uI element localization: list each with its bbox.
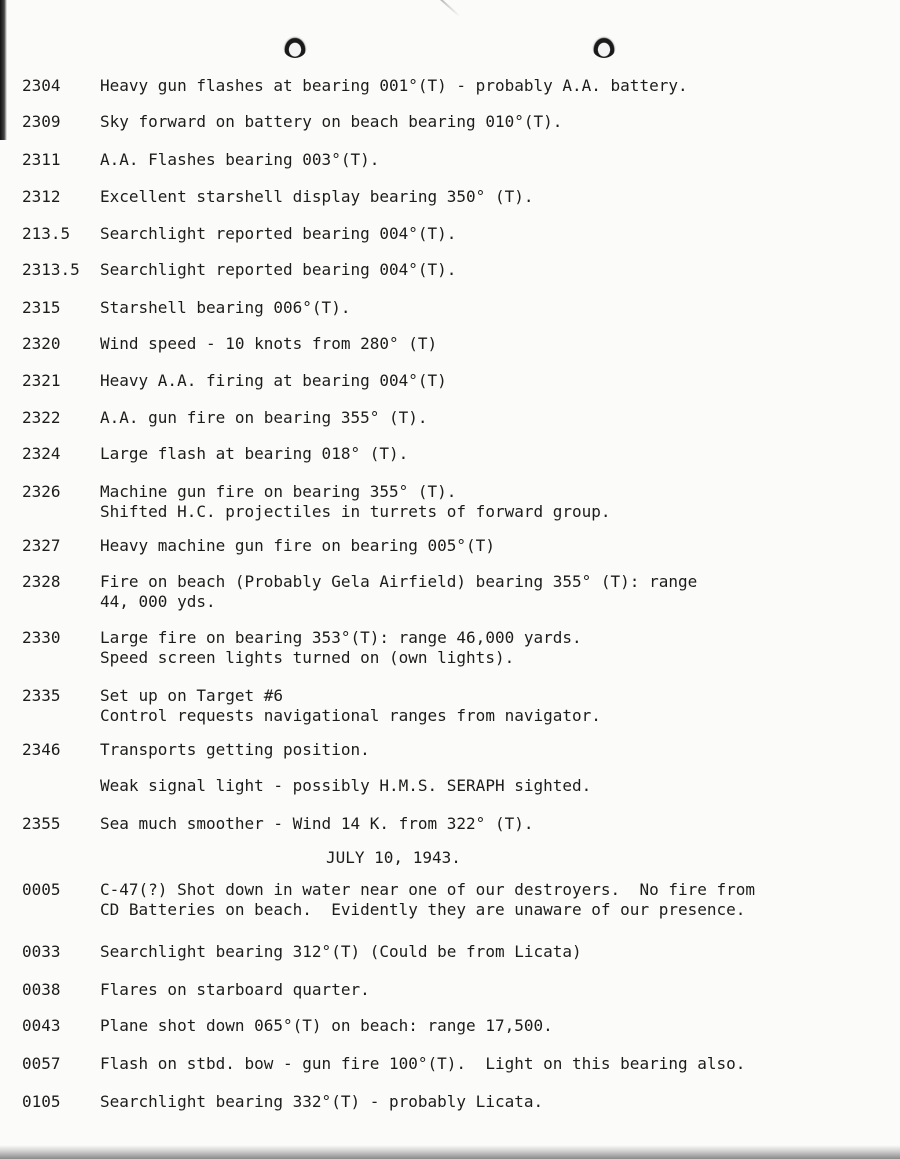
entry-text: Large flash at bearing 018° (T). bbox=[100, 444, 409, 463]
entry-text: Machine gun fire on bearing 355° (T). Shifted H.C. projectiles in turrets of forward group. bbox=[100, 482, 611, 521]
punch-hole-left-icon bbox=[283, 36, 307, 58]
date-heading: JULY 10, 1943. bbox=[326, 848, 461, 867]
entry-time: 0043 bbox=[22, 1016, 61, 1035]
entry-text: Searchlight bearing 332°(T) - probably Licata. bbox=[100, 1092, 544, 1111]
entry-time: 2312 bbox=[22, 187, 61, 206]
entry-text: Sky forward on battery on beach bearing 010°(T). bbox=[100, 112, 563, 131]
entry-text: Sea much smoother - Wind 14 K. from 322° (T). bbox=[100, 814, 534, 833]
entry-time: 2321 bbox=[22, 371, 61, 390]
punch-hole-right-icon bbox=[592, 36, 616, 58]
entry-text: Excellent starshell display bearing 350° (T). bbox=[100, 187, 534, 206]
entry-text: Wind speed - 10 knots from 280° (T) bbox=[100, 334, 438, 353]
entry-time: 2309 bbox=[22, 112, 61, 131]
entry-time: 2328 bbox=[22, 572, 61, 591]
entry-text: Transports getting position. bbox=[100, 740, 370, 759]
entry-text: Heavy gun flashes at bearing 001°(T) - probably A.A. battery. bbox=[100, 76, 688, 95]
entry-text: Searchlight bearing 312°(T) (Could be from Licata) bbox=[100, 942, 582, 961]
entry-time: 2311 bbox=[22, 150, 61, 169]
entry-text: A.A. Flashes bearing 003°(T). bbox=[100, 150, 380, 169]
entry-time: 2335 bbox=[22, 686, 61, 705]
entry-time: 0033 bbox=[22, 942, 61, 961]
entry-time: 2355 bbox=[22, 814, 61, 833]
scan-edge-left bbox=[0, 0, 7, 140]
entry-time: 0057 bbox=[22, 1054, 61, 1073]
entry-time: 2313.5 bbox=[22, 260, 80, 279]
entry-text: Set up on Target #6 Control requests navigational ranges from navigator. bbox=[100, 686, 601, 725]
entry-time: 2304 bbox=[22, 76, 61, 95]
entry-time: 213.5 bbox=[22, 224, 71, 243]
entry-time: 2322 bbox=[22, 408, 61, 427]
entry-time: 0038 bbox=[22, 980, 61, 999]
entry-time: 2330 bbox=[22, 628, 61, 647]
entry-text: Weak signal light - possibly H.M.S. SERAPH sighted. bbox=[100, 776, 592, 795]
entry-text: Plane shot down 065°(T) on beach: range 17,500. bbox=[100, 1016, 553, 1035]
entry-text: Flares on starboard quarter. bbox=[100, 980, 370, 999]
entry-text: Heavy machine gun fire on bearing 005°(T) bbox=[100, 536, 495, 555]
entry-text: A.A. gun fire on bearing 355° (T). bbox=[100, 408, 428, 427]
entry-text: Starshell bearing 006°(T). bbox=[100, 298, 351, 317]
entry-text: C-47(?) Shot down in water near one of our destroyers. No fire from CD Batteries on beach. Evidently they are unaware of our presence. bbox=[100, 880, 756, 919]
entry-text: Fire on beach (Probably Gela Airfield) bearing 355° (T): range 44, 000 yds. bbox=[100, 572, 698, 611]
entry-text: Searchlight reported bearing 004°(T). bbox=[100, 224, 457, 243]
entry-time: 2315 bbox=[22, 298, 61, 317]
entry-text: Large fire on bearing 353°(T): range 46,000 yards. Speed screen lights turned on (own lights). bbox=[100, 628, 582, 667]
entry-text: Searchlight reported bearing 004°(T). bbox=[100, 260, 457, 279]
entry-text: Heavy A.A. firing at bearing 004°(T) bbox=[100, 371, 447, 390]
paper-crease bbox=[440, 0, 461, 17]
entry-time: 0105 bbox=[22, 1092, 61, 1111]
entry-time: 0005 bbox=[22, 880, 61, 899]
entry-time: 2324 bbox=[22, 444, 61, 463]
entry-time: 2326 bbox=[22, 482, 61, 501]
entry-time: 2327 bbox=[22, 536, 61, 555]
scan-edge-bottom bbox=[0, 1145, 900, 1159]
entry-time: 2346 bbox=[22, 740, 61, 759]
entry-text: Flash on stbd. bow - gun fire 100°(T). Light on this bearing also. bbox=[100, 1054, 746, 1073]
entry-time: 2320 bbox=[22, 334, 61, 353]
